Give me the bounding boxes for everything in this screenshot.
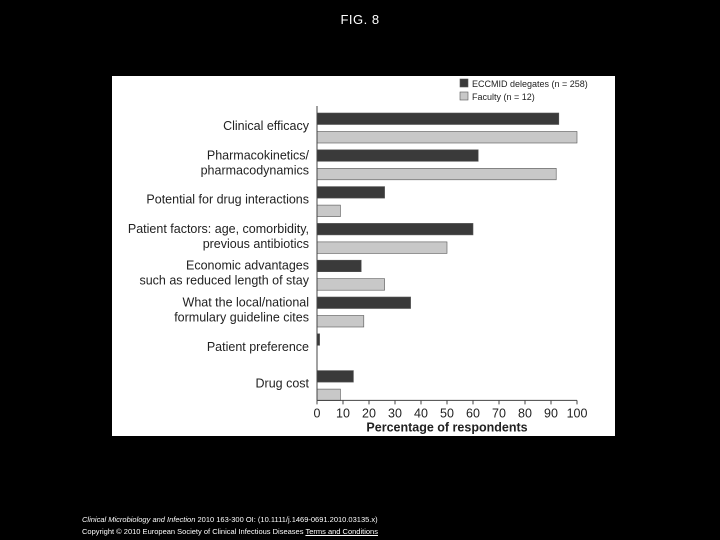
category-label: Clinical efficacy bbox=[223, 119, 309, 133]
copyright-text: Copyright © 2010 European Society of Clinical Infectious Diseases bbox=[82, 527, 304, 536]
bar bbox=[317, 150, 478, 162]
bar-chart bbox=[112, 76, 615, 436]
chart-panel bbox=[112, 76, 615, 436]
category-label: previous antibiotics bbox=[202, 236, 309, 251]
x-tick-label: 30 bbox=[388, 406, 402, 421]
category-label: Economic advantages bbox=[186, 258, 309, 273]
x-tick-label: 90 bbox=[544, 406, 558, 421]
bar bbox=[317, 113, 559, 125]
bar bbox=[317, 279, 385, 291]
legend-label: ECCMID delegates (n = 258) bbox=[472, 79, 588, 89]
bar bbox=[317, 389, 340, 401]
bar bbox=[317, 168, 556, 180]
legend-swatch bbox=[460, 79, 468, 87]
bar bbox=[317, 242, 447, 254]
bar bbox=[317, 187, 385, 199]
x-tick-label: 40 bbox=[414, 406, 428, 421]
x-tick-label: 50 bbox=[440, 406, 454, 421]
bar bbox=[317, 260, 361, 272]
citation-line-2 bbox=[82, 526, 378, 538]
x-tick-label: 0 bbox=[313, 406, 321, 421]
category-label: pharmacodynamics bbox=[200, 163, 309, 178]
x-tick-label: 80 bbox=[518, 406, 532, 421]
category-label: Patient factors: age, comorbidity, bbox=[127, 221, 309, 236]
citation bbox=[82, 514, 378, 538]
bar bbox=[317, 371, 353, 383]
journal-name: Clinical Microbiology and Infection bbox=[82, 515, 196, 524]
x-tick-label: 10 bbox=[336, 406, 350, 421]
bar bbox=[317, 223, 473, 235]
legend-label: Faculty (n = 12) bbox=[472, 92, 535, 102]
x-tick-label: 70 bbox=[492, 406, 506, 421]
figure-title: FIG. 8 bbox=[340, 12, 380, 27]
category-label: Drug cost bbox=[255, 376, 309, 391]
category-label: Pharmacokinetics/ bbox=[206, 148, 309, 163]
legend-swatch bbox=[460, 92, 468, 100]
citation-details: 2010 163-300 OI: (10.1111/j.1469-0691.2010.03135.x) bbox=[195, 515, 378, 524]
category-label: formulary guideline cites bbox=[174, 310, 309, 325]
bar bbox=[317, 316, 364, 328]
category-label: What the local/national bbox=[182, 295, 309, 310]
terms-link[interactable]: Terms and Conditions bbox=[305, 527, 378, 536]
bar bbox=[317, 132, 577, 144]
x-tick-label: 100 bbox=[566, 406, 588, 421]
citation-line-1 bbox=[82, 514, 378, 526]
bar bbox=[317, 205, 340, 217]
category-label: Potential for drug interactions bbox=[146, 192, 309, 207]
category-label: Patient preference bbox=[206, 339, 309, 354]
x-axis-title: Percentage of respondents bbox=[366, 420, 528, 435]
category-label: such as reduced length of stay bbox=[139, 273, 309, 288]
bar bbox=[317, 297, 411, 309]
x-tick-label: 60 bbox=[466, 406, 480, 421]
x-tick-label: 20 bbox=[362, 406, 376, 421]
